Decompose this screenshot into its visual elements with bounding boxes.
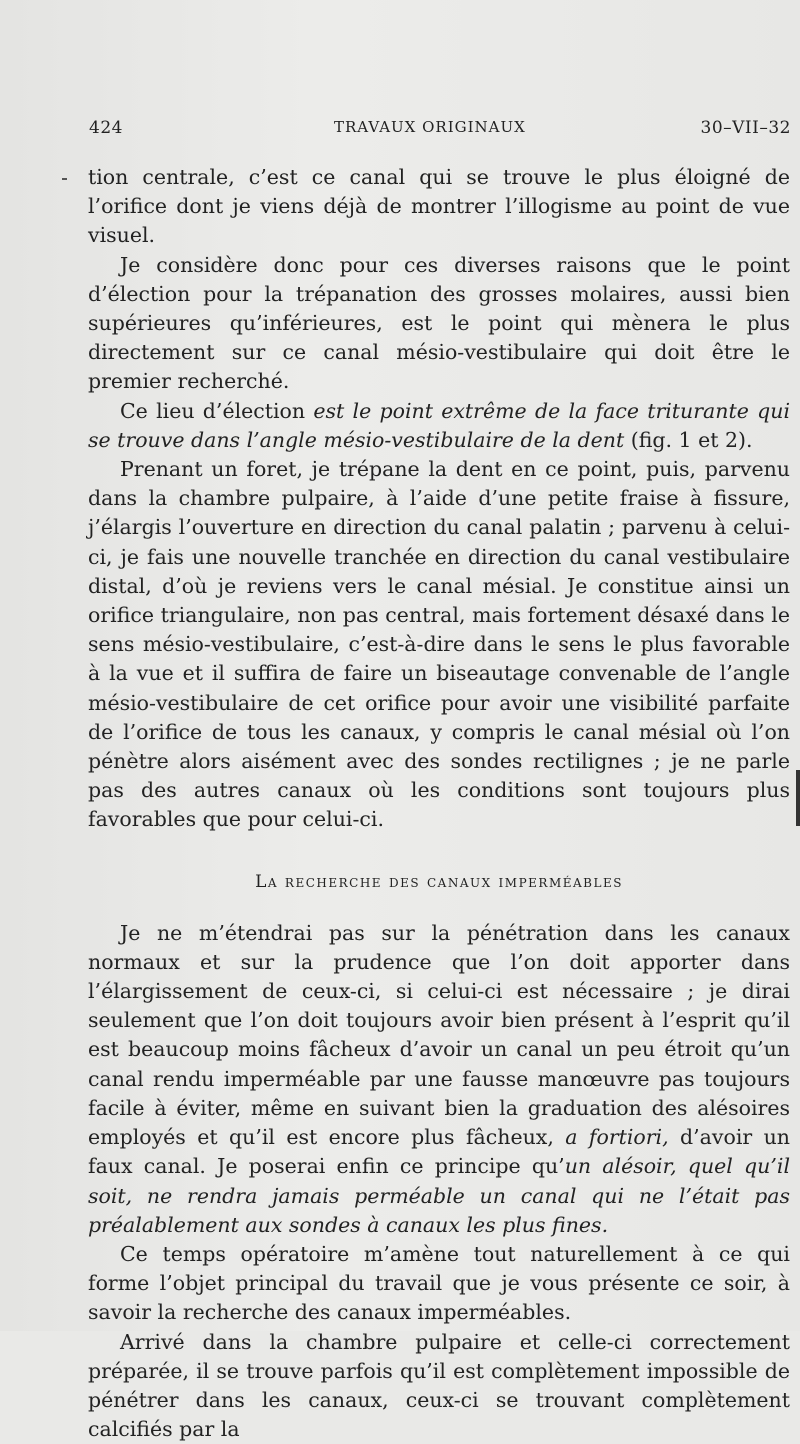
- paragraph-text: Je ne m’étendrai pas sur la pénétration dans les canaux normaux et sur la prudence que l’on doit apporter dans l’élargissement de ceux-ci, si celui-ci est nécessaire ; je dirai seulement que l’on doit toujours avoir bien présent à l’esprit qu’il est beaucoup moins fâcheux d’avoir un canal un peu étroit qu’un canal rendu imperméable par une fausse manœuvre pas toujours facile à éviter, même en suivant bien la graduation des alésoires employés et qu’il est encore plus fâcheux,: [88, 920, 790, 1150]
- article-body: [88, 163, 790, 1444]
- paragraph-text: d’avoir un faux canal. Je poserai enfin ce principe qu’: [88, 1125, 790, 1179]
- issue-date: 30–VII–32: [700, 118, 791, 138]
- paragraph-text: Ce temps opératoire m’amène tout naturellement à ce qui forme l’objet principal du travail que je vous présente ce soir, à savoir la recherche des canaux imperméables.: [88, 1241, 790, 1325]
- paragraphs-after-section: [88, 919, 790, 1444]
- journal-section-title: TRAVAUX ORIGINAUX: [334, 118, 526, 136]
- scan-edge-mark: [796, 770, 800, 826]
- paragraph: [88, 1328, 790, 1444]
- paragraph: [88, 163, 790, 251]
- paragraph-text: tion centrale, c’est ce canal qui se trouve le plus éloigné de l’orifice dont je viens déjà de montrer l’illogisme au point de vue visuel.: [88, 165, 790, 248]
- paragraph-text: Je considère donc pour ces diverses raisons que le point d’élection pour la trépanation des grosses molaires, aussi bien supérieures qu’inférieures, est le point qui mènera le plus directement sur ce canal mésio-vestibulaire qui doit être le premier recherché.: [88, 252, 790, 394]
- paragraph-text: (fig. 1 et 2).: [624, 427, 753, 452]
- paragraph: [88, 1240, 790, 1328]
- paragraphs-before-section: [88, 163, 790, 835]
- margin-mark: [62, 178, 67, 180]
- paragraph: [88, 251, 790, 397]
- paragraph-text: Prenant un foret, je trépane la dent en ce point, puis, parvenu dans la chambre pulpaire, à l’aide d’une petite fraise à fissure, j’élargis l’ouverture en direction du canal palatin ; parvenu à celui-ci, je fais une nouvelle tranchée en direction du canal vestibulaire distal, d’où je reviens vers le canal mésial. Je constitue ainsi un orifice triangulaire, non pas central, mais fortement désaxé dans le sens mésio-vestibulaire, c’est-à-dire dans le sens le plus favorable à la vue et il suffira de faire un biseautage convenable de l’angle mésio-vestibulaire de cet orifice pour avoir une visibilité parfaite de l’orifice de tous les canaux, y compris le canal mésial où l’on pénètre alors aisément avec des sondes rectilignes ; je ne parle pas des autres canaux où les conditions sont toujours plus favorables que pour celui-ci.: [88, 457, 790, 832]
- section-heading: [88, 871, 790, 893]
- section-heading-text: La recherche des canaux imperméables: [255, 871, 623, 892]
- paragraph-text: Ce lieu d’élection: [120, 398, 314, 423]
- italic-text: un alésoir, quel qu’il soit, ne rendra jamais perméable un canal qui ne l’était pas préalablement aux sondes à canaux les plus fines.: [88, 1154, 790, 1237]
- paragraph-text: Arrivé dans la chambre pulpaire et celle-ci correctement préparée, il se trouve parfois qu’il est complètement impossible de pénétrer dans les canaux, ceux-ci se trouvant complètement calcifiés par la: [88, 1329, 790, 1442]
- italic-text: a fortiori,: [565, 1125, 669, 1150]
- paragraph: [88, 919, 790, 1240]
- italic-text: est le point extrême de la face triturante qui se trouve dans l’angle mésio-vestibulaire de la dent: [88, 398, 791, 452]
- running-head: [89, 118, 791, 144]
- paragraph: [88, 397, 790, 455]
- paragraph: [88, 455, 790, 835]
- page-number: 424: [89, 118, 123, 138]
